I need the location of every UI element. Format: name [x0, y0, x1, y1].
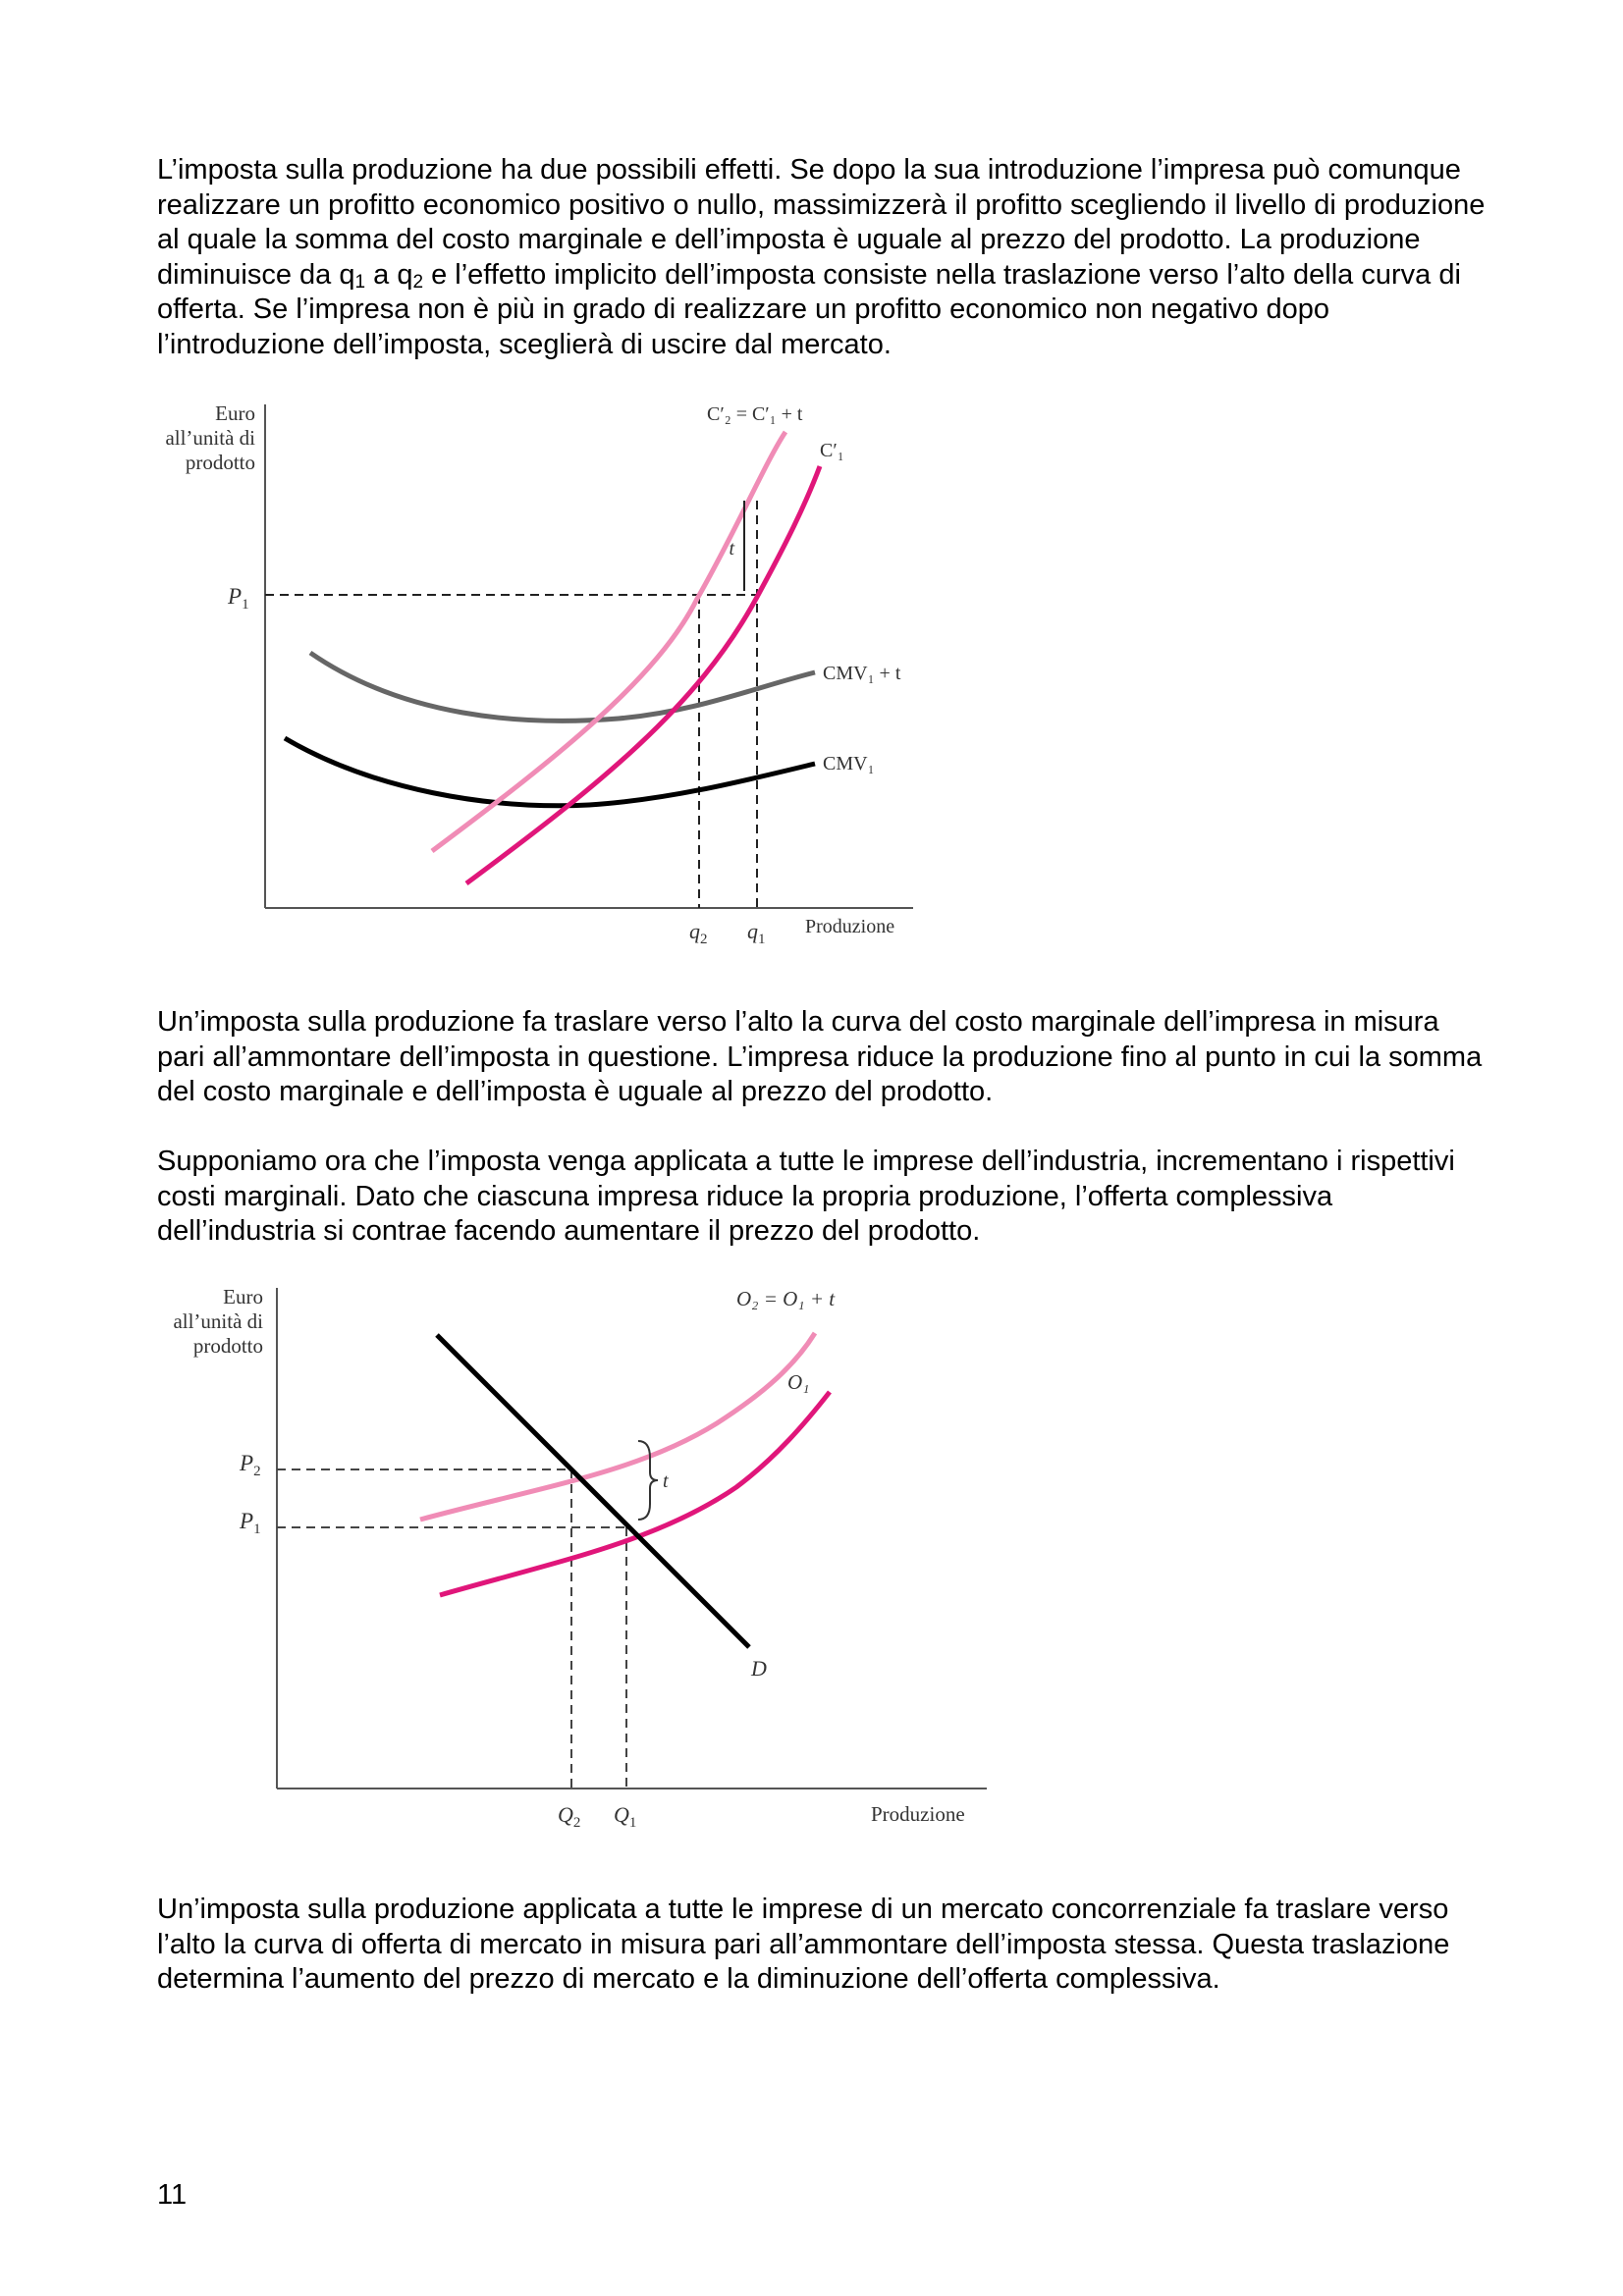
fig1-ylabel-line3: prodotto — [185, 451, 255, 474]
fig1-xlabel: Produzione — [805, 916, 895, 937]
fig1-ylabel-line1: Euro — [215, 401, 255, 425]
fig2-t-label: t — [663, 1470, 669, 1492]
fig1-cmv-curve — [285, 738, 815, 806]
fig1-t-label: t — [729, 538, 734, 560]
p1-text-b: a q — [365, 258, 413, 291]
fig2-q1-label: $Q_1$ — [614, 1802, 637, 1831]
fig2-q2-label: $Q_2$ — [558, 1802, 581, 1831]
fig1-c1-label: C′₁ — [820, 440, 844, 461]
p1-sub-2: 2 — [412, 271, 424, 293]
fig2-demand-curve — [437, 1335, 749, 1647]
fig2-o1-label: O₁ — [787, 1370, 810, 1394]
fig2-o2-curve — [420, 1333, 815, 1520]
fig2-xlabel: Produzione — [871, 1802, 965, 1826]
fig2-ylabel-line1: Euro — [223, 1285, 263, 1308]
fig2-p1-label: $P_1$ — [240, 1509, 261, 1537]
fig1-c2-label: C′₂ = C′₁ + t — [707, 403, 803, 425]
paragraph-tax-effects — [157, 153, 1492, 362]
fig1-q1-label: $q_1$ — [747, 919, 766, 947]
fig1-cmv-label: CMV₁ — [823, 753, 875, 774]
fig2-o2-label: O₂ = O₁ + t — [736, 1287, 836, 1310]
p1-text-c: e l’effetto implicito dell’imposta consiste nella traslazione verso l’alto della curva di offerta. Se l’impresa non è più in grado di realizzare un profitto economico non negativo dopo l’introduzione dell’imposta, sceglierà di uscire dal mercato. — [157, 258, 1461, 360]
page-number: 11 — [157, 2179, 188, 2211]
paragraph-marginal-cost-shift: Un’imposta sulla produzione fa traslare verso l’alto la curva del costo marginale dell’impresa in misura pari all’ammontare dell’imposta in questione. L’impresa riduce la produzione fino al punto in cui la somma del costo marginale e dell’imposta è uguale al prezzo del prodotto. — [157, 1006, 1483, 1107]
fig2-ylabel-line2: all’unità di — [173, 1309, 263, 1333]
p1-sub-1: 1 — [354, 271, 366, 293]
fig2-o1-curve — [440, 1392, 830, 1595]
paragraph-industry-supply: Supponiamo ora che l’imposta venga applicata a tutte le imprese dell’industria, incrementano i rispettivi costi marginali. Dato che ciascuna impresa riduce la propria produzione, l’offerta complessiva dell’industria si contrae facendo aumentare il prezzo del prodotto. — [157, 1146, 1455, 1247]
fig1-q2-label: $q_2$ — [689, 919, 708, 947]
figure-market-supply — [147, 1276, 1011, 1845]
fig2-p2-label: $P_2$ — [240, 1451, 261, 1479]
fig1-ylabel-line2: all’unità di — [165, 426, 255, 450]
fig2-d-label: D — [751, 1656, 767, 1681]
fig2-ylabel-line3: prodotto — [192, 1334, 263, 1358]
paragraph-market-conclusion: Un’imposta sulla produzione applicata a tutte le imprese di un mercato concorrenziale fa traslare verso l’alto la curva di offerta di mercato in misura pari all’ammontare dell’imposta stessa. Questa traslazione determina l’aumento del prezzo di mercato e la diminuzione dell’offerta complessiva. — [157, 1894, 1450, 1995]
p1-text-a: L’imposta sulla produzione ha due possibili effetti. Se dopo la sua introduzione l’impresa può comunque realizzare un profitto economico positivo o nullo, massimizzerà il profitto scegliendo il livello di produzione al quale la somma del costo marginale e dell’imposta è uguale al prezzo del prodotto. La produzione diminuisce da q — [157, 154, 1486, 291]
figure-firm-marginal-cost — [147, 393, 933, 962]
fig1-p1-label: $P_1$ — [228, 584, 249, 613]
fig1-cmv-t-label: CMV₁ + t — [823, 663, 901, 684]
fig1-cmv-t-curve — [310, 653, 815, 721]
